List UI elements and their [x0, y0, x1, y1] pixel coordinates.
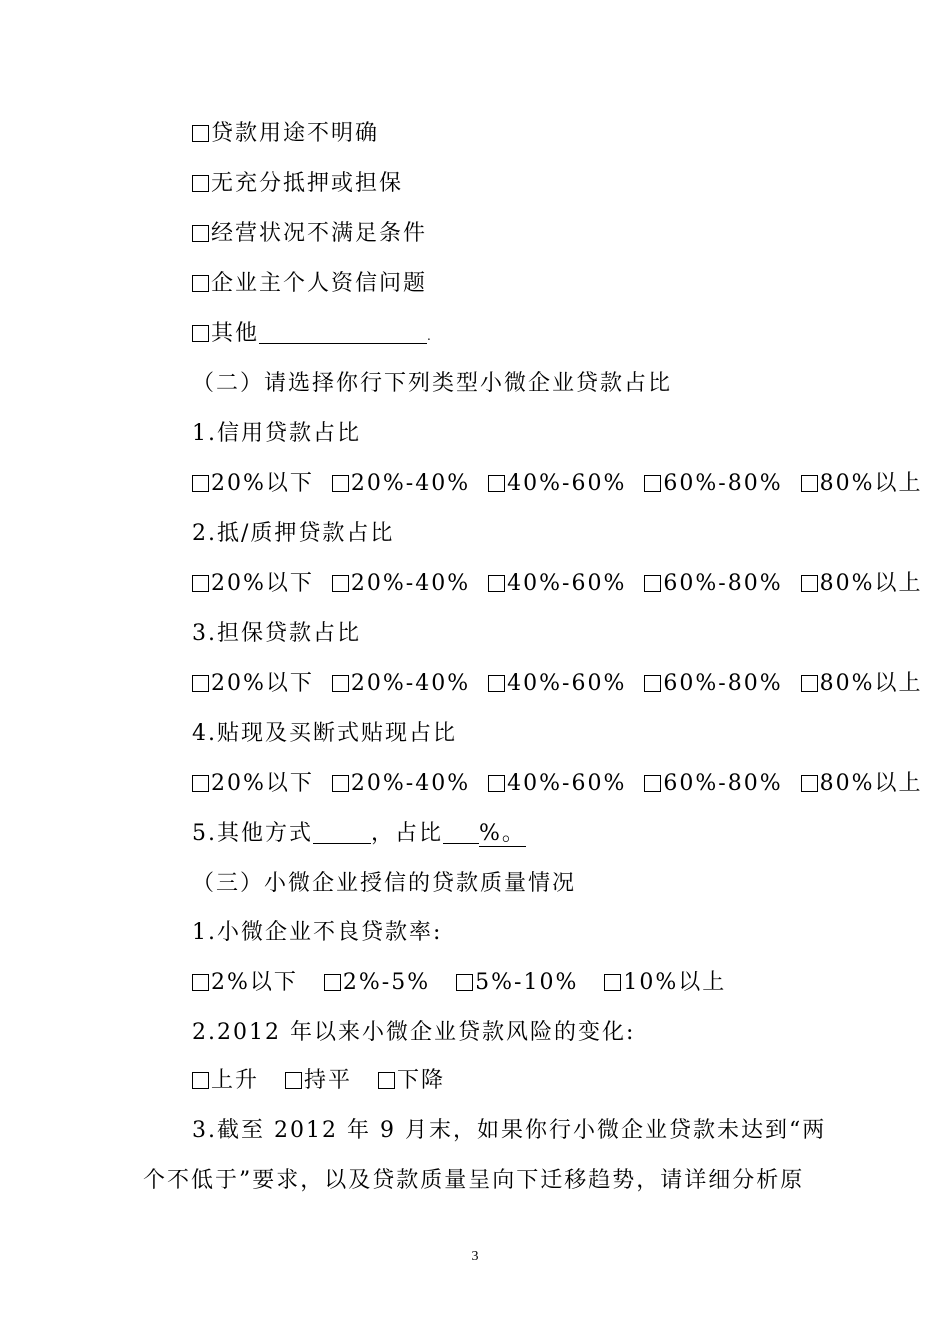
checkbox-icon[interactable]	[604, 974, 621, 991]
reason-label: 贷款用途不明确	[211, 121, 380, 146]
reason-option-other[interactable]	[192, 319, 433, 351]
npl-option[interactable]: 2%-5%	[324, 968, 430, 998]
npl-option[interactable]: 5%-10%	[456, 968, 578, 998]
section2-item-2: 2.抵/质押贷款占比	[192, 521, 395, 546]
checkbox-icon[interactable]	[332, 675, 349, 692]
other-ratio-blank[interactable]	[443, 819, 479, 844]
checkbox-icon[interactable]	[192, 275, 209, 292]
ratio-options-2	[192, 569, 941, 599]
npl-options	[192, 968, 744, 998]
checkbox-icon[interactable]	[192, 974, 209, 991]
checkbox-icon[interactable]	[332, 475, 349, 492]
ratio-option[interactable]: 20%-40%	[332, 569, 470, 599]
reason-label: 经营状况不满足条件	[211, 221, 428, 246]
checkbox-icon[interactable]	[488, 475, 505, 492]
section3-title: （三）小微企业授信的贷款质量情况	[192, 871, 577, 896]
section3-q3-line1: 3.截至 2012 年 9 月末，如果你行小微企业贷款未达到“两	[192, 1118, 827, 1143]
checkbox-icon[interactable]	[324, 974, 341, 991]
checkbox-icon[interactable]	[332, 575, 349, 592]
reason-option-4[interactable]	[192, 269, 427, 299]
item5-prefix: 5.其他方式	[192, 821, 313, 846]
section2-item-1: 1.信用贷款占比	[192, 421, 361, 446]
item5-suffix: %。	[479, 821, 526, 846]
npl-option[interactable]: 2%以下	[192, 968, 298, 998]
section2-item-3: 3.担保贷款占比	[192, 621, 361, 646]
ratio-option[interactable]: 60%-80%	[644, 469, 782, 499]
checkbox-icon[interactable]	[644, 575, 661, 592]
risk-options	[192, 1066, 463, 1096]
ratio-option[interactable]: 60%-80%	[644, 769, 782, 799]
ratio-option[interactable]: 40%-60%	[488, 469, 626, 499]
checkbox-icon[interactable]	[644, 775, 661, 792]
checkbox-icon[interactable]	[488, 775, 505, 792]
reason-option-1[interactable]	[192, 119, 379, 149]
checkbox-icon[interactable]	[801, 775, 818, 792]
checkbox-icon[interactable]	[192, 175, 209, 192]
ratio-option[interactable]: 40%-60%	[488, 569, 626, 599]
other-input-blank[interactable]	[259, 319, 427, 344]
checkbox-icon[interactable]	[801, 675, 818, 692]
checkbox-icon[interactable]	[488, 675, 505, 692]
page-number: 3	[471, 1249, 479, 1264]
risk-option[interactable]: 下降	[378, 1066, 445, 1096]
ratio-option[interactable]: 20%-40%	[332, 469, 470, 499]
ratio-option[interactable]: 40%-60%	[488, 669, 626, 699]
checkbox-icon[interactable]	[192, 475, 209, 492]
npl-option[interactable]: 10%以上	[604, 968, 726, 998]
checkbox-icon[interactable]	[192, 775, 209, 792]
ratio-option[interactable]: 80%以上	[801, 469, 923, 499]
checkbox-icon[interactable]	[192, 325, 209, 342]
risk-option[interactable]: 持平	[285, 1066, 352, 1096]
ratio-option[interactable]: 20%以下	[192, 669, 314, 699]
section3-q2: 2.2012 年以来小微企业贷款风险的变化:	[192, 1020, 636, 1045]
checkbox-icon[interactable]	[456, 974, 473, 991]
other-method-blank[interactable]	[313, 819, 371, 844]
ratio-option[interactable]: 60%-80%	[644, 569, 782, 599]
checkbox-icon[interactable]	[192, 675, 209, 692]
item5-middle: ，占比	[371, 821, 444, 846]
checkbox-icon[interactable]	[192, 1072, 209, 1089]
checkbox-icon[interactable]	[378, 1072, 395, 1089]
ratio-option[interactable]: 20%-40%	[332, 669, 470, 699]
reason-label: 企业主个人资信问题	[211, 271, 428, 296]
reason-option-2[interactable]	[192, 169, 403, 199]
other-trailing: .	[427, 329, 433, 343]
section2-item-4: 4.贴现及买断式贴现占比	[192, 721, 457, 746]
checkbox-icon[interactable]	[192, 575, 209, 592]
checkbox-icon[interactable]	[192, 125, 209, 142]
section2-item-5	[192, 819, 526, 849]
ratio-options-4	[192, 769, 941, 799]
checkbox-icon[interactable]	[801, 575, 818, 592]
ratio-option[interactable]: 40%-60%	[488, 769, 626, 799]
ratio-option[interactable]: 20%以下	[192, 469, 314, 499]
checkbox-icon[interactable]	[285, 1072, 302, 1089]
reason-label: 无充分抵押或担保	[211, 171, 404, 196]
ratio-option[interactable]: 80%以上	[801, 769, 923, 799]
ratio-option[interactable]: 20%以下	[192, 569, 314, 599]
ratio-option[interactable]: 80%以上	[801, 569, 923, 599]
reason-option-3[interactable]	[192, 219, 427, 249]
ratio-option[interactable]: 60%-80%	[644, 669, 782, 699]
ratio-option[interactable]: 20%-40%	[332, 769, 470, 799]
checkbox-icon[interactable]	[644, 475, 661, 492]
checkbox-icon[interactable]	[644, 675, 661, 692]
section3-q3-line2: 个不低于”要求，以及贷款质量呈向下迁移趋势，请详细分析原	[143, 1168, 805, 1193]
checkbox-icon[interactable]	[192, 225, 209, 242]
ratio-option[interactable]: 80%以上	[801, 669, 923, 699]
checkbox-icon[interactable]	[801, 475, 818, 492]
checkbox-icon[interactable]	[332, 775, 349, 792]
ratio-options-1	[192, 469, 941, 499]
ratio-option[interactable]: 20%以下	[192, 769, 314, 799]
section2-title: （二）请选择你行下列类型小微企业贷款占比	[192, 371, 673, 396]
section3-q1: 1.小微企业不良贷款率:	[192, 920, 443, 945]
other-label: 其他	[211, 321, 260, 346]
risk-option[interactable]: 上升	[192, 1066, 259, 1096]
ratio-options-3	[192, 669, 941, 699]
checkbox-icon[interactable]	[488, 575, 505, 592]
